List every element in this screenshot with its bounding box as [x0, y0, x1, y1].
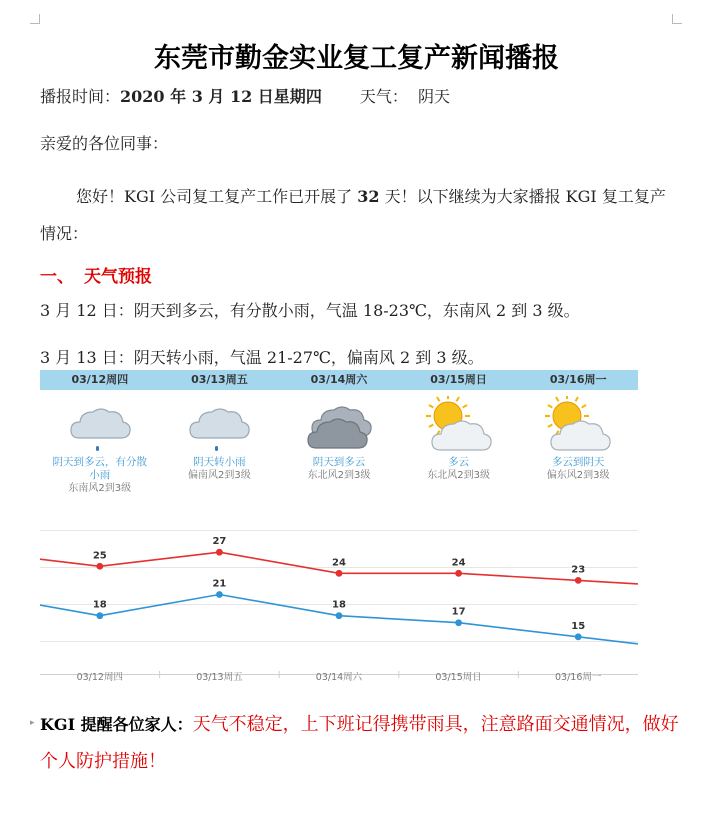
- forecast-day-desc: 多云: [448, 456, 470, 468]
- forecast-day-column: [399, 370, 519, 500]
- data-label-high: 27: [212, 536, 227, 548]
- margin-mark: ▸: [30, 718, 35, 728]
- forecast-day-column: [518, 370, 638, 500]
- broadcast-date: 2020 年 3 月 12 日星期: [120, 87, 306, 106]
- forecast-day-label: 03/16周一: [549, 373, 607, 386]
- x-tick-label: 03/16周一: [555, 672, 602, 681]
- data-point-high: [336, 570, 343, 577]
- forecast-day-desc: 阴天到多云: [312, 456, 366, 468]
- forecast-day-wind: 偏东风2到3级: [546, 470, 610, 481]
- x-tick-label: 03/13周五: [196, 672, 243, 681]
- broadcast-meta: [40, 84, 450, 107]
- closing-lead: KGI 提醒各位家人：: [40, 715, 193, 734]
- data-point-high: [216, 549, 223, 556]
- broadcast-weekday: 四: [305, 87, 322, 106]
- document-title: 东莞市勤金实业复工复产新闻播报: [154, 43, 559, 74]
- x-tick-label: 03/15周日: [435, 672, 482, 681]
- weather-value: 阴天: [418, 87, 451, 106]
- forecast-day-label: 03/13周五: [191, 373, 248, 386]
- data-label-high: 25: [92, 550, 107, 562]
- data-point-low: [336, 612, 343, 619]
- forecast-day-desc: 多云到阴天: [551, 456, 605, 468]
- x-tick-label: 03/12周四: [76, 672, 123, 681]
- forecast-day-desc: 阴天转小雨: [193, 456, 246, 468]
- data-label-low: 18: [92, 599, 107, 611]
- intro-text-1: 您好！KGI 公司复工复产工作已开展了: [76, 187, 358, 206]
- closing-message: 天气不稳定，上下班记得携带雨具，注意路面交通情况，做好个人防护措施！: [40, 714, 679, 772]
- data-label-high: 24: [332, 557, 346, 569]
- sun-cloud-icon: [543, 396, 613, 454]
- forecast-day-wind: 东北风2到3级: [307, 470, 371, 481]
- data-point-low: [96, 612, 103, 619]
- data-point-low: [455, 619, 462, 626]
- forecast-day-column: [40, 370, 160, 500]
- forecast-day-column: [160, 370, 280, 500]
- data-label-low: 15: [571, 620, 586, 632]
- data-point-high: [575, 577, 582, 584]
- closing-reminder: [40, 706, 680, 780]
- forecast-day-desc: 阴天到多云，有分散小雨: [52, 456, 148, 481]
- x-tick-label: 03/14周六: [315, 672, 363, 681]
- sun-cloud-icon: [424, 396, 494, 454]
- weather-label: 天气：: [359, 87, 408, 106]
- intro-text-2: 天！以下继续为大家播报 KGI 复工复产情况：: [40, 187, 666, 243]
- data-point-low: [575, 633, 582, 640]
- data-label-low: 21: [212, 578, 227, 590]
- dark-cloud-icon: [304, 396, 374, 454]
- forecast-day-column: [279, 370, 399, 500]
- data-label-high: 24: [451, 557, 466, 569]
- broadcast-label: 播报时间：: [40, 87, 121, 106]
- forecast-day-wind: 偏南风2到3级: [188, 470, 251, 481]
- weather-widget-image: [40, 370, 638, 681]
- forecast-day-label: 03/14周六: [310, 373, 368, 386]
- page-corner-mark-left: [30, 14, 40, 24]
- section-title: 天气预报: [84, 267, 152, 287]
- forecast-day-wind: 东南风2到3级: [68, 483, 132, 494]
- days-count: 32: [357, 187, 380, 206]
- forecast-day-label: 03/15周日: [430, 373, 487, 386]
- data-label-high: 23: [571, 564, 586, 576]
- temperature-trend-chart: [40, 530, 638, 681]
- data-point-high: [96, 563, 103, 570]
- section-number: 一、: [40, 267, 74, 287]
- forecast-line-day2: 3 月 13 日：阴天转小雨，气温 21-27℃，偏南风 2 到 3 级。: [40, 348, 484, 367]
- greeting: 亲爱的各位同事：: [40, 134, 169, 153]
- page-corner-mark-right: [672, 14, 682, 24]
- forecast-day-wind: 东北风2到3级: [427, 470, 490, 481]
- forecast-day-label: 03/12周四: [71, 373, 129, 386]
- data-label-low: 17: [451, 606, 466, 618]
- forecast-line-day1: 3 月 12 日：阴天到多云，有分散小雨，气温 18-23℃，东南风 2 到 3 级。: [40, 301, 580, 320]
- intro-paragraph: [40, 178, 680, 252]
- cloud-rain-icon: [65, 396, 135, 454]
- data-label-low: 18: [332, 599, 346, 611]
- data-point-low: [216, 591, 223, 598]
- cloud-rain-icon: [184, 396, 254, 454]
- data-point-high: [455, 570, 462, 577]
- section-heading-weather: [40, 262, 152, 287]
